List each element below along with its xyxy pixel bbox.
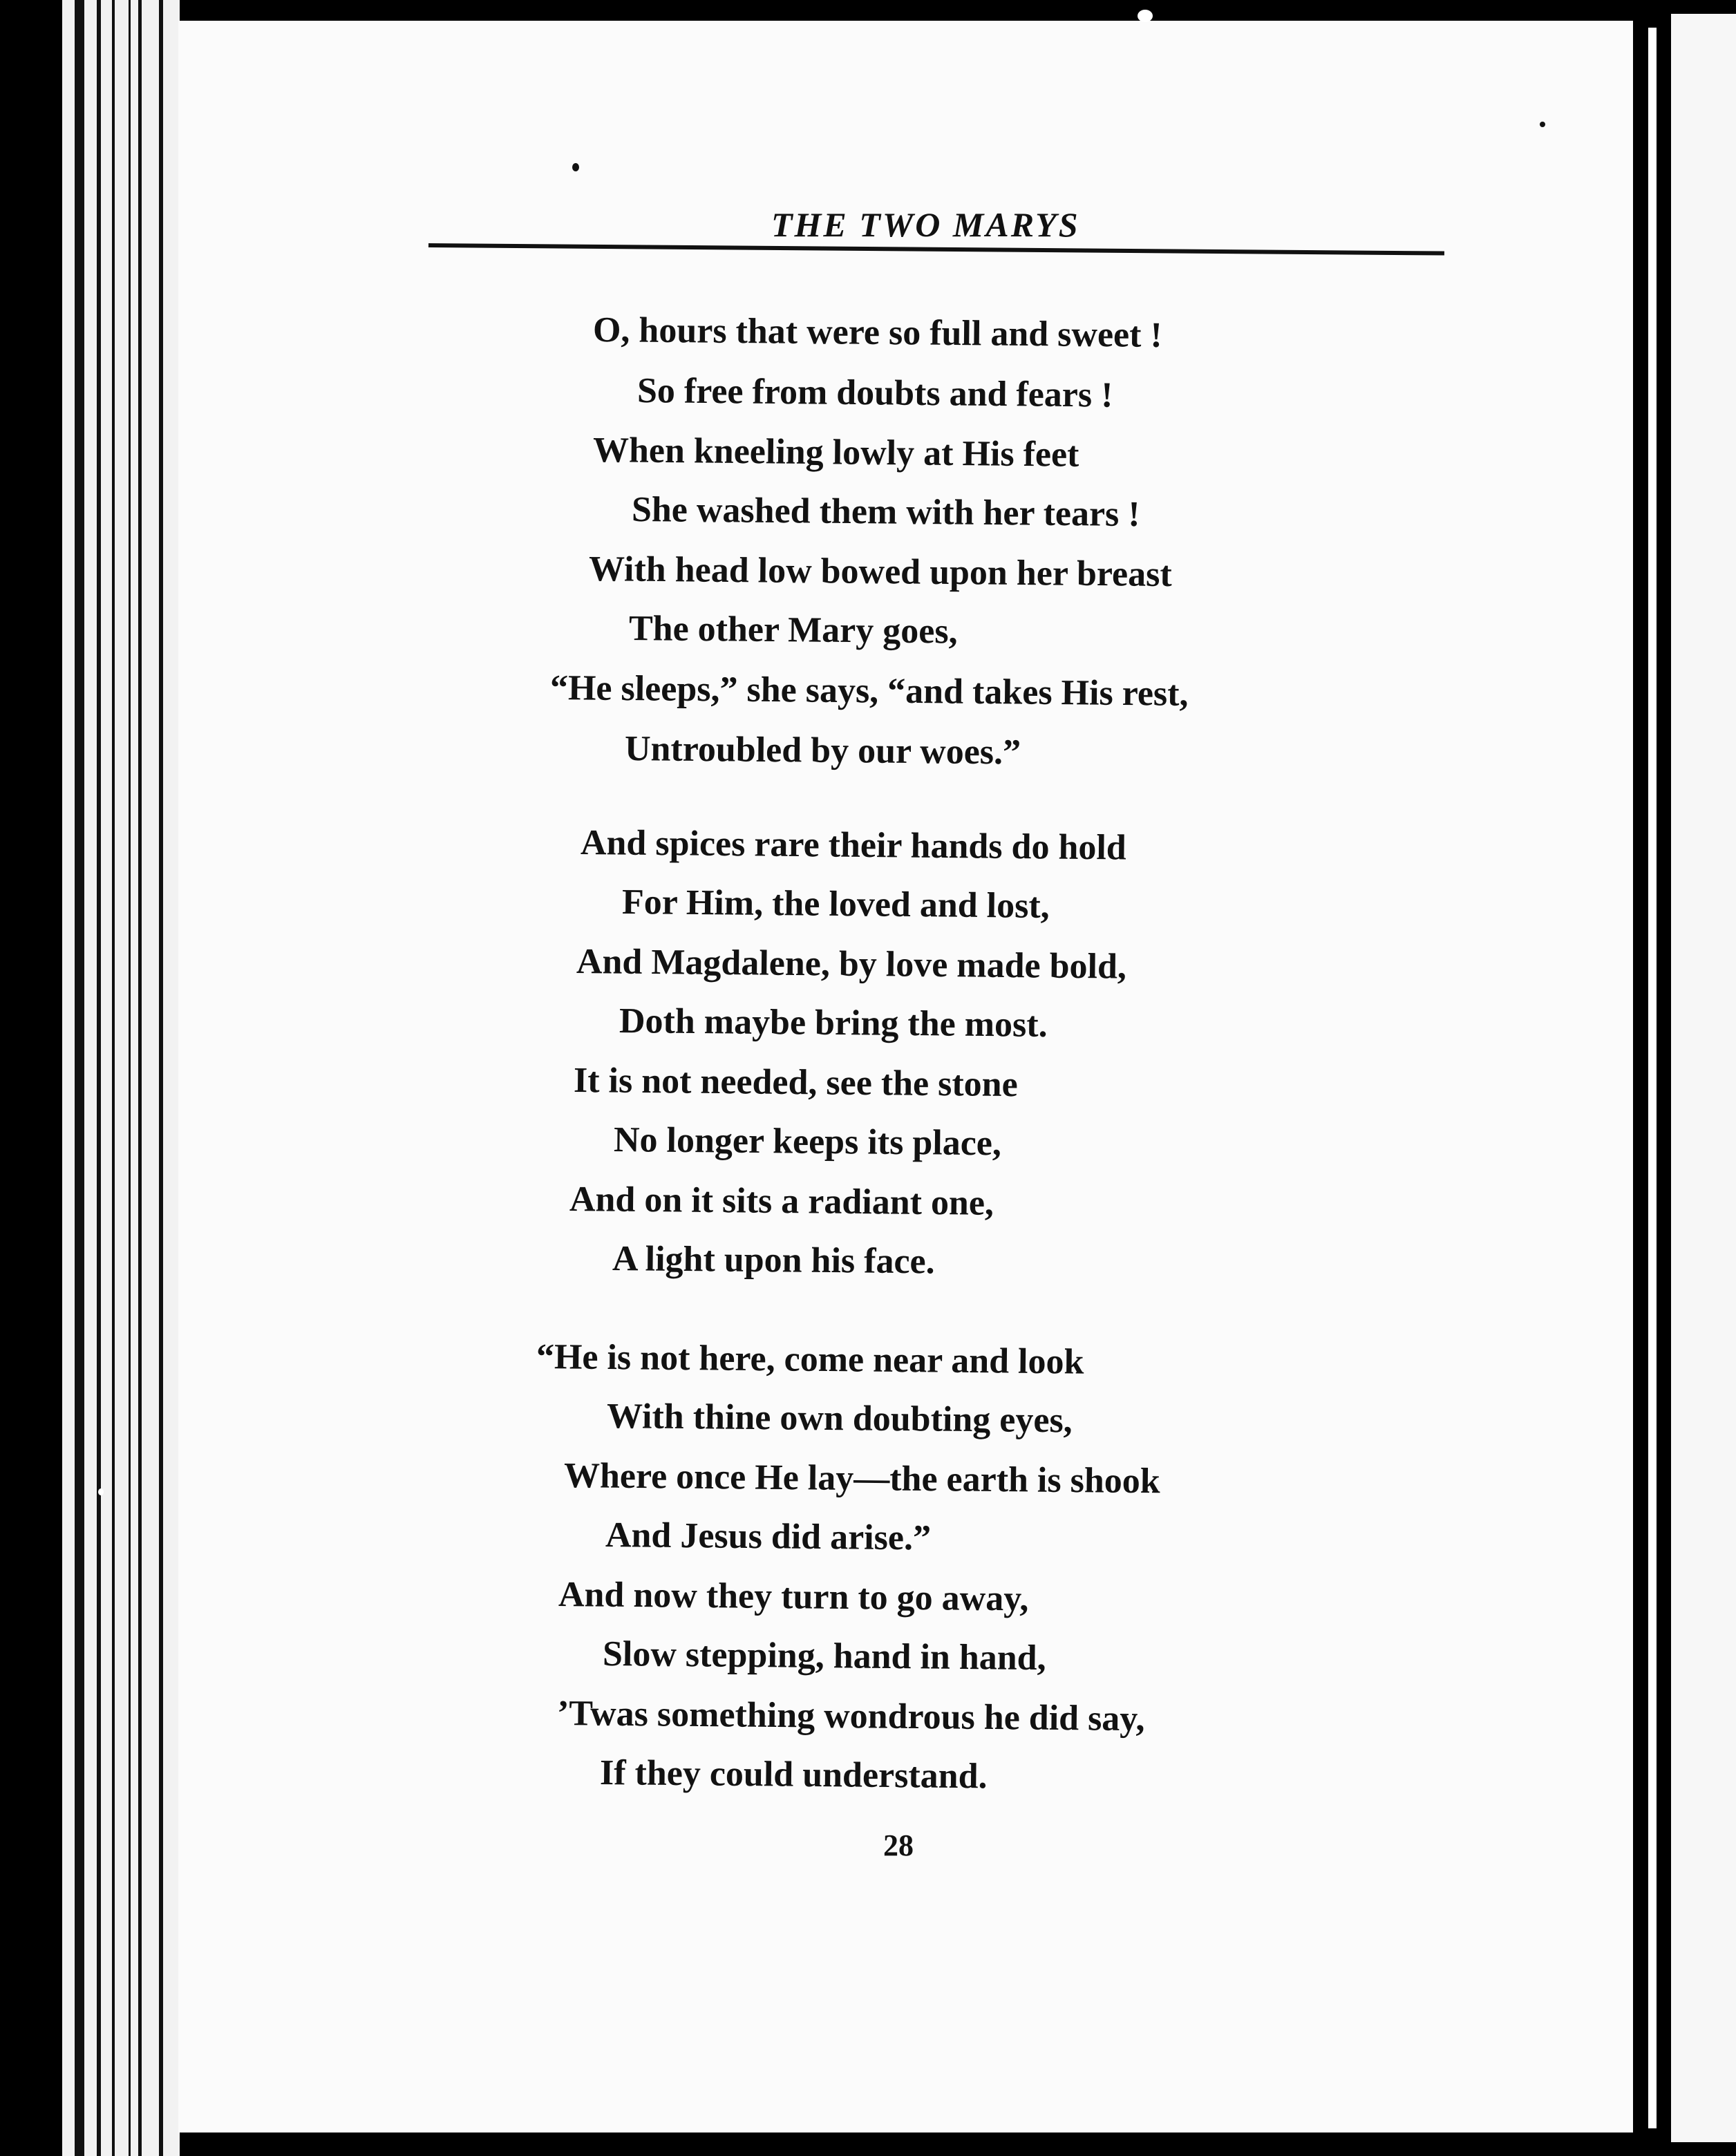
- poem-line: It is not needed, see the stone: [573, 1061, 1018, 1105]
- poem-line: And on it sits a radiant one,: [569, 1180, 994, 1223]
- poem-line: The other Mary goes,: [628, 609, 958, 652]
- poem-line: She washed them with her tears !: [631, 490, 1140, 535]
- poem-line: With head low bowed upon her breast: [588, 549, 1172, 595]
- poem-line: Doth maybe bring the most.: [619, 1001, 1048, 1045]
- poem-line: Untroubled by our woes.”: [624, 729, 1021, 773]
- poem-line: And spices rare their hands do hold: [580, 823, 1127, 868]
- poem-line: “He sleeps,” she says, “and takes His rest,: [549, 668, 1189, 714]
- poem-line: If they could understand.: [599, 1753, 988, 1797]
- poem-line: A light upon his face.: [612, 1239, 935, 1282]
- poem-line: With thine own doubting eyes,: [606, 1397, 1073, 1441]
- poem-line: And now they turn to go away,: [558, 1575, 1029, 1619]
- poem-line: And Jesus did arise.”: [605, 1515, 932, 1558]
- page-number: 28: [883, 1828, 914, 1862]
- poem-line: So free from doubts and fears !: [636, 371, 1113, 415]
- poem-line: Where once He lay—the earth is shook: [563, 1456, 1160, 1502]
- poem-line: When kneeling lowly at His feet: [592, 431, 1079, 475]
- poem-line: And Magdalene, by love made bold,: [576, 942, 1127, 987]
- running-head: THE TWO MARYS: [771, 205, 1080, 244]
- poem-line: ’Twas something wondrous he did say,: [556, 1694, 1145, 1739]
- poem-line: No longer keeps its place,: [613, 1120, 1002, 1164]
- poem-line: Slow stepping, hand in hand,: [602, 1634, 1046, 1679]
- poem-line: For Him, the loved and lost,: [621, 882, 1050, 926]
- poem-line: O, hours that were so full and sweet !: [592, 310, 1163, 355]
- poem-line: “He is not here, come near and look: [536, 1337, 1084, 1382]
